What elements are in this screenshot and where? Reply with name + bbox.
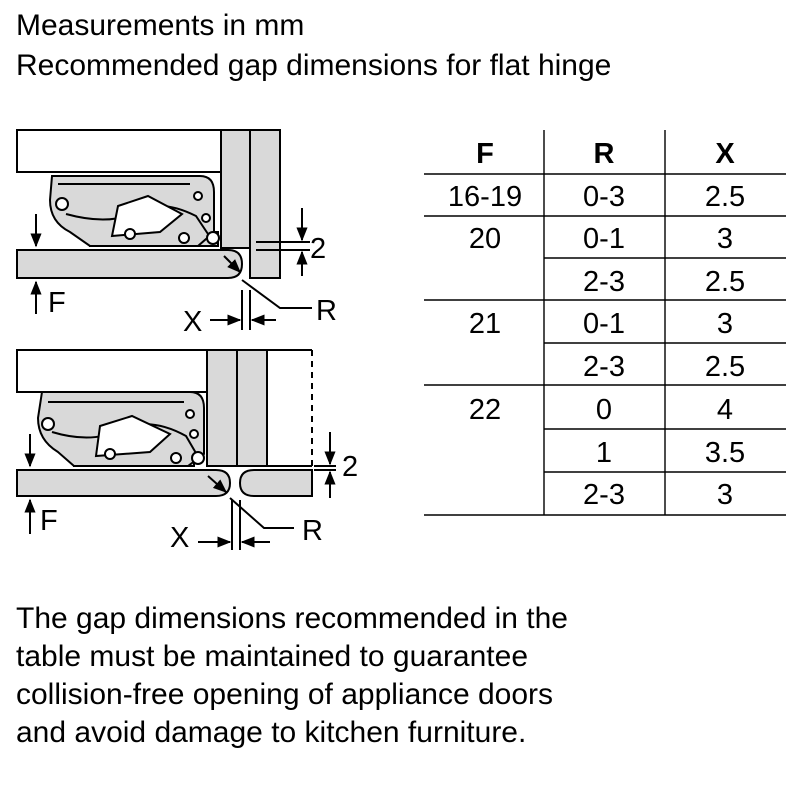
table-header-r: R	[593, 138, 615, 170]
table-cell-x: 2.5	[704, 351, 746, 383]
header-title: Recommended gap dimensions for flat hinge	[16, 49, 612, 82]
footer-line: The gap dimensions recommended in the	[16, 602, 568, 635]
footer-line: collision-free opening of appliance doors	[16, 678, 554, 711]
footer-note	[16, 600, 568, 752]
table-header-f: F	[476, 138, 494, 170]
table-cell-x: 3	[716, 479, 734, 511]
furniture-door	[250, 130, 280, 278]
hinge-pivot	[192, 452, 204, 464]
furniture-door	[240, 470, 312, 496]
hinge-pivot	[179, 233, 189, 243]
table-cell-r: 2-3	[583, 351, 625, 383]
gap-label-top: 2	[310, 233, 327, 265]
footer-line: and avoid damage to kitchen furniture.	[16, 716, 527, 749]
table-cell-x: 2.5	[704, 181, 746, 213]
hinge-pivot	[56, 198, 68, 210]
appliance-door	[17, 250, 242, 278]
table-cell-r: 0-3	[583, 181, 625, 213]
cabinet-board	[17, 350, 207, 392]
hinge-pivot	[125, 229, 135, 239]
gap-table	[424, 130, 786, 515]
f-label-bottom: F	[40, 505, 58, 537]
table-cell-f: 21	[468, 308, 502, 340]
table-cell-r: 0	[595, 394, 613, 426]
hinge-pivot	[190, 430, 198, 438]
table-cell-r: 2-3	[583, 479, 625, 511]
gap-table-header	[476, 138, 735, 170]
appliance-door	[17, 470, 230, 496]
cabinet-board	[17, 130, 221, 172]
table-cell-r: 1	[595, 437, 613, 469]
table-cell-x: 3	[716, 223, 734, 255]
table-header-x: X	[715, 138, 735, 170]
footer-line: table must be maintained to guarantee	[16, 640, 529, 673]
header-units: Measurements in mm	[16, 9, 305, 42]
gap-label-bottom: 2	[342, 451, 359, 483]
table-cell-f: 22	[468, 394, 502, 426]
table-cell-f: 16-19	[447, 181, 523, 213]
side-panel	[221, 130, 250, 248]
f-label-top: F	[48, 287, 66, 319]
r-label-top: R	[316, 295, 337, 327]
hinge-pivot	[186, 410, 194, 418]
table-cell-x: 3.5	[704, 437, 746, 469]
hinge-pivot	[207, 232, 219, 244]
table-cell-x: 4	[716, 394, 734, 426]
hinge-pivot	[194, 192, 202, 200]
hinge-pivot	[42, 418, 54, 430]
table-cell-x: 3	[716, 308, 734, 340]
side-panel	[207, 350, 237, 466]
hinge-pivot	[171, 453, 181, 463]
x-label-bottom: X	[170, 522, 190, 554]
table-cell-r: 2-3	[583, 266, 625, 298]
r-label-bottom: R	[302, 515, 323, 547]
side-panel-inner	[237, 350, 267, 466]
table-cell-x: 2.5	[704, 266, 746, 298]
diagram-bottom	[17, 350, 336, 550]
hinge-pivot	[105, 449, 115, 459]
table-cell-r: 0-1	[583, 223, 625, 255]
table-cell-r: 0-1	[583, 308, 625, 340]
table-cell-f: 20	[468, 223, 502, 255]
hinge-pivot	[202, 214, 210, 222]
x-label-top: X	[183, 306, 203, 338]
